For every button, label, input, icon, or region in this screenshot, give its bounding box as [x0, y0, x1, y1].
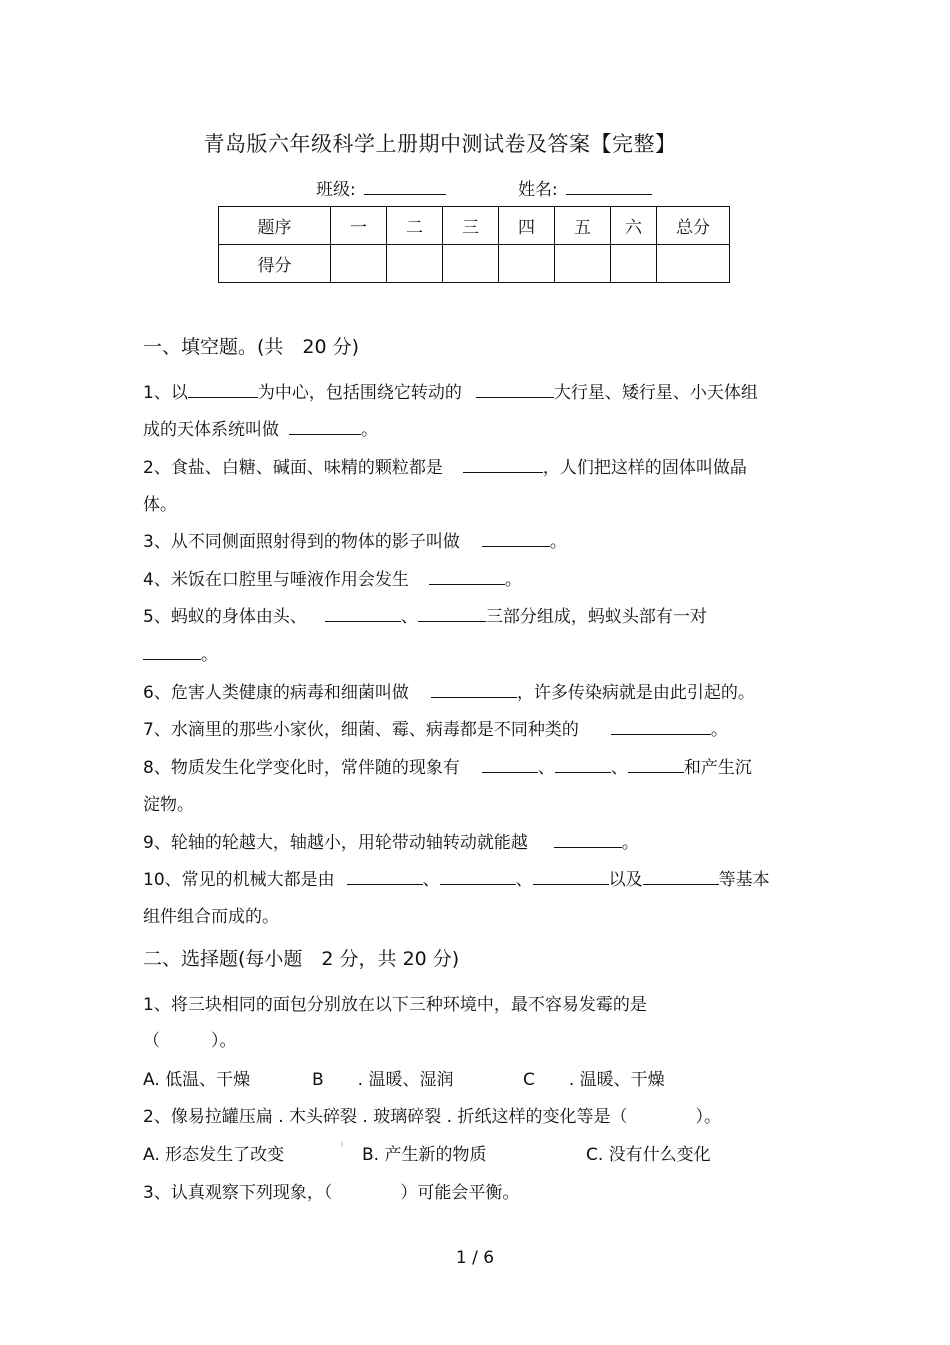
question-text: 为中心，包括围绕它转动的	[257, 383, 462, 403]
class-blank	[364, 176, 446, 195]
answer-blank	[431, 679, 517, 698]
mc-question-1-paren: （ ）。	[143, 1031, 237, 1051]
question-text: ，人们把这样的固体叫做晶	[542, 458, 747, 478]
question-5-cont	[143, 640, 218, 665]
question-text: 2、食盐、白糖、碱面、味精的颗粒都是	[143, 458, 443, 478]
answer-blank	[482, 528, 550, 547]
answer-blank	[482, 754, 538, 773]
score-cell: 五	[555, 207, 611, 245]
score-input-cell	[555, 245, 611, 283]
stray-mark: ˡ	[341, 1140, 343, 1154]
answer-blank	[325, 603, 401, 622]
question-5	[143, 602, 707, 627]
answer-blank	[429, 566, 505, 585]
answer-blank	[463, 454, 543, 473]
question-text: 成的天体系统叫做	[143, 420, 279, 440]
answer-blank	[554, 829, 622, 848]
score-cell: 题序	[219, 207, 331, 245]
class-field	[316, 175, 446, 200]
section2-heading: 二、选择题(每小题 2 分，共 20 分)	[143, 948, 460, 970]
question-text: 4、米饭在口腔里与唾液作用会发生	[143, 570, 409, 590]
score-table-header-row	[219, 207, 730, 245]
question-text: 、	[515, 870, 533, 890]
score-cell: 四	[499, 207, 555, 245]
question-text: 、	[400, 607, 418, 627]
score-input-cell	[611, 245, 657, 283]
mc-question-1-option-a: A. 低温、干燥	[143, 1070, 251, 1090]
score-cell: 三	[443, 207, 499, 245]
score-table	[218, 206, 730, 283]
answer-blank	[628, 754, 684, 773]
question-10	[143, 865, 770, 890]
question-8-cont: 淀物。	[143, 795, 194, 815]
answer-blank	[188, 379, 258, 398]
answer-blank	[476, 379, 554, 398]
answer-blank	[533, 866, 609, 885]
score-cell: 得分	[219, 245, 331, 283]
section1-heading: 一、填空题。(共 20 分)	[143, 336, 360, 358]
score-input-cell	[387, 245, 443, 283]
answer-blank	[289, 416, 361, 435]
answer-blank	[418, 603, 486, 622]
question-text: 。	[549, 532, 567, 552]
answer-blank	[143, 641, 201, 660]
question-text: 6、危害人类健康的病毒和细菌叫做	[143, 683, 409, 703]
question-text: 。	[504, 570, 522, 590]
question-10-cont: 组件组合而成的。	[143, 907, 279, 927]
mc-question-3: 3、认真观察下列现象，（ ）可能会平衡。	[143, 1183, 520, 1203]
score-cell: 二	[387, 207, 443, 245]
question-text: 3、从不同侧面照射得到的物体的影子叫做	[143, 532, 460, 552]
answer-blank	[347, 866, 423, 885]
question-2	[143, 453, 747, 478]
mc-question-1-option-c: C . 温暖、干燥	[523, 1070, 665, 1090]
mc-question-1-option-b: B . 温暖、湿润	[312, 1070, 454, 1090]
name-field	[518, 175, 652, 200]
question-text: 和产生沉	[683, 758, 752, 778]
question-text: 9、轮轴的轮越大，轴越小，用轮带动轴转动就能越	[143, 833, 528, 853]
question-7	[143, 715, 728, 740]
question-1-cont	[143, 415, 378, 440]
question-text: 。	[361, 420, 378, 440]
mc-question-2: 2、像易拉罐压扁 . 木头碎裂 . 玻璃碎裂 . 折纸这样的变化等是（ ）。	[143, 1107, 721, 1127]
answer-blank	[555, 754, 611, 773]
question-9	[143, 828, 639, 853]
page-title: 青岛版六年级科学上册期中测试卷及答案【完整】	[203, 132, 677, 156]
answer-blank	[643, 866, 719, 885]
class-label: 班级:	[316, 180, 356, 200]
question-text: 10、常见的机械大都是由	[143, 870, 335, 890]
score-cell: 六	[611, 207, 657, 245]
question-text: 以及	[608, 870, 643, 890]
question-text: 7、水滴里的那些小家伙，细菌、霉、病毒都是不同种类的	[143, 720, 579, 740]
question-text: 、	[610, 758, 628, 778]
question-4	[143, 565, 522, 590]
question-6	[143, 678, 755, 703]
question-text: 1、以	[143, 383, 188, 403]
question-3	[143, 527, 567, 552]
answer-blank	[611, 716, 711, 735]
score-input-cell	[499, 245, 555, 283]
score-cell: 总分	[657, 207, 730, 245]
score-input-cell	[443, 245, 499, 283]
question-8	[143, 753, 752, 778]
score-cell: 一	[331, 207, 387, 245]
mc-question-2-option-a: A. 形态发生了改变	[143, 1145, 285, 1165]
question-text: 大行星、矮行星、小天体组	[553, 383, 758, 403]
question-text: ，许多传染病就是由此引起的。	[516, 683, 755, 703]
question-text: 5、蚂蚁的身体由头、	[143, 607, 307, 627]
name-label: 姓名:	[518, 180, 558, 200]
name-blank	[566, 176, 652, 195]
mc-question-2-option-c: C. 没有什么变化	[586, 1145, 711, 1165]
mc-question-2-option-b: B. 产生新的物质	[362, 1145, 487, 1165]
question-text: 、	[537, 758, 555, 778]
question-text: 。	[201, 645, 218, 665]
question-text: 、	[422, 870, 440, 890]
page-number: 1 / 6	[455, 1248, 495, 1268]
score-table-score-row	[219, 245, 730, 283]
question-1	[143, 378, 758, 403]
question-text: 8、物质发生化学变化时，常伴随的现象有	[143, 758, 460, 778]
score-input-cell	[657, 245, 730, 283]
question-text: 。	[621, 833, 639, 853]
question-text: 等基本	[718, 870, 770, 890]
question-text: 三部分组成，蚂蚁头部有一对	[485, 607, 707, 627]
question-2-cont: 体。	[143, 495, 177, 515]
mc-question-1: 1、将三块相同的面包分别放在以下三种环境中，最不容易发霉的是	[143, 995, 647, 1015]
answer-blank	[440, 866, 516, 885]
score-input-cell	[331, 245, 387, 283]
question-text: 。	[710, 720, 728, 740]
